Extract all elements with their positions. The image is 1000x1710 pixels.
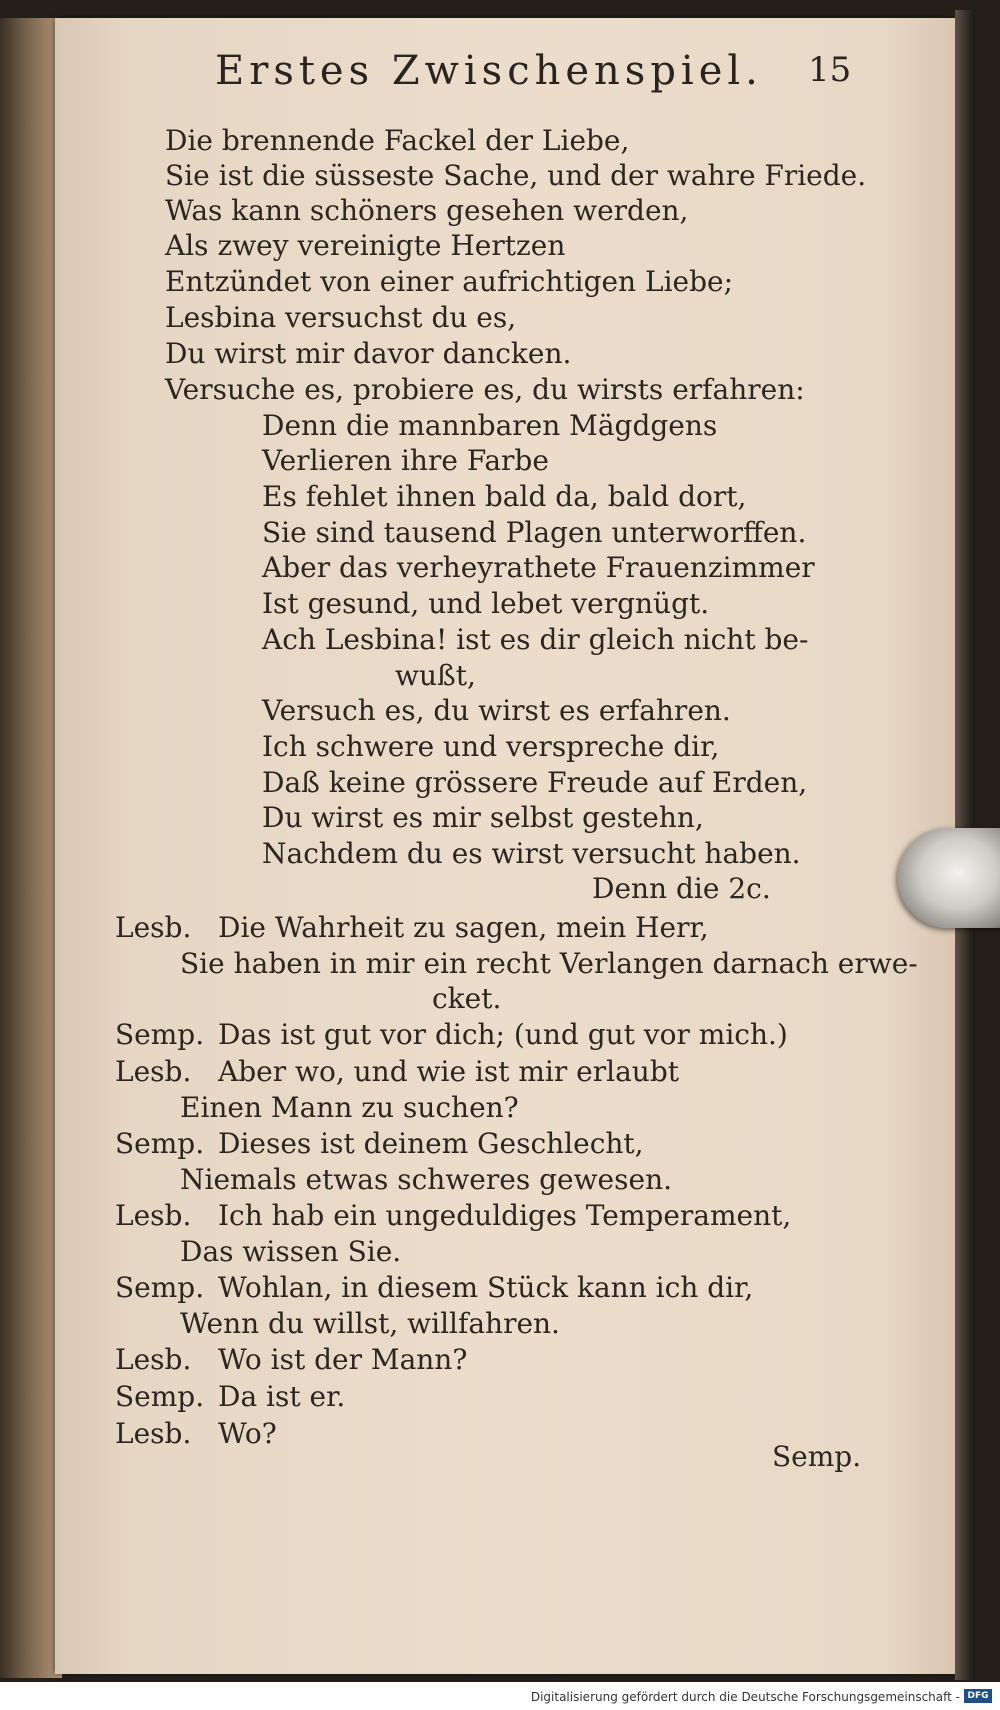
text-line: Denn die mannbaren Mägdgens xyxy=(262,409,718,442)
text-line: Aber wo, und wie ist mir erlaubt xyxy=(218,1055,679,1088)
speaker-label: Semp. xyxy=(115,1018,205,1051)
text-line: Die Wahrheit zu sagen, mein Herr, xyxy=(218,911,709,944)
book-cover-edge xyxy=(0,18,62,1678)
text-line: Ist gesund, und lebet vergnügt. xyxy=(262,587,710,620)
text-line: Nachdem du es wirst versucht haben. xyxy=(262,837,801,870)
text-line: Sie haben in mir ein recht Verlangen darnach erwe- xyxy=(180,947,918,980)
text-line: Ach Lesbina! ist es dir gleich nicht be- xyxy=(262,623,809,656)
speaker-label: Lesb. xyxy=(115,911,192,944)
text-line: Sie sind tausend Plagen unterworffen. xyxy=(262,516,807,549)
text-line: Dieses ist deinem Geschlecht, xyxy=(218,1127,644,1160)
text-line: Daß keine grössere Freude auf Erden, xyxy=(262,766,808,799)
speaker-label: Semp. xyxy=(115,1127,205,1160)
text-line: Sie ist die süsseste Sache, und der wahre Friede. xyxy=(165,159,867,192)
footer-credit: Digitalisierung gefördert durch die Deutsche Forschungsgemeinschaft - xyxy=(530,1690,960,1704)
text-line: Als zwey vereinigte Hertzen xyxy=(165,229,566,262)
text-line: Versuche es, probiere es, du wirsts erfahren: xyxy=(165,373,805,406)
text-line: Ich hab ein ungeduldiges Temperament, xyxy=(218,1199,792,1232)
text-line: Niemals etwas schweres gewesen. xyxy=(180,1163,672,1196)
speaker-label: Lesb. xyxy=(115,1343,192,1376)
speaker-label: Lesb. xyxy=(115,1199,192,1232)
catchword: Semp. xyxy=(772,1440,862,1473)
text-line: Da ist er. xyxy=(218,1380,346,1413)
text-line: cket. xyxy=(432,982,502,1015)
text-line: Wenn du willst, willfahren. xyxy=(180,1307,560,1340)
text-line: Das wissen Sie. xyxy=(180,1235,402,1268)
text-line: wußt, xyxy=(395,659,476,692)
text-line: Wo? xyxy=(218,1417,277,1450)
text-line: Aber das verheyrathete Frauenzimmer xyxy=(262,551,815,584)
text-line: Einen Mann zu suchen? xyxy=(180,1091,519,1124)
speaker-label: Lesb. xyxy=(115,1055,192,1088)
running-title: Erstes Zwischenspiel. xyxy=(215,48,763,94)
page-holder-clip xyxy=(898,828,1000,928)
speaker-label: Semp. xyxy=(115,1271,205,1304)
text-line: Lesbina versuchst du es, xyxy=(165,301,517,334)
text-line: Verlieren ihre Farbe xyxy=(262,444,549,477)
text-line: Wohlan, in diesem Stück kann ich dir, xyxy=(218,1271,754,1304)
speaker-label: Lesb. xyxy=(115,1417,192,1450)
text-line: Wo ist der Mann? xyxy=(218,1343,468,1376)
text-line: Du wirst mir davor dancken. xyxy=(165,337,572,370)
page-number: 15 xyxy=(808,50,852,90)
text-line: Es fehlet ihnen bald da, bald dort, xyxy=(262,480,747,513)
text-line: Denn die 2c. xyxy=(592,872,771,905)
speaker-label: Semp. xyxy=(115,1380,205,1413)
text-line: Versuch es, du wirst es erfahren. xyxy=(262,694,731,727)
text-line: Entzündet von einer aufrichtigen Liebe; xyxy=(165,265,734,298)
dfg-logo: DFG xyxy=(964,1689,992,1703)
text-line: Du wirst es mir selbst gestehn, xyxy=(262,801,704,834)
text-line: Ich schwere und verspreche dir, xyxy=(262,730,720,763)
text-line: Das ist gut vor dich; (und gut vor mich.) xyxy=(218,1018,788,1051)
text-line: Die brennende Fackel der Liebe, xyxy=(165,124,630,157)
text-line: Was kann schöners gesehen werden, xyxy=(165,194,689,227)
